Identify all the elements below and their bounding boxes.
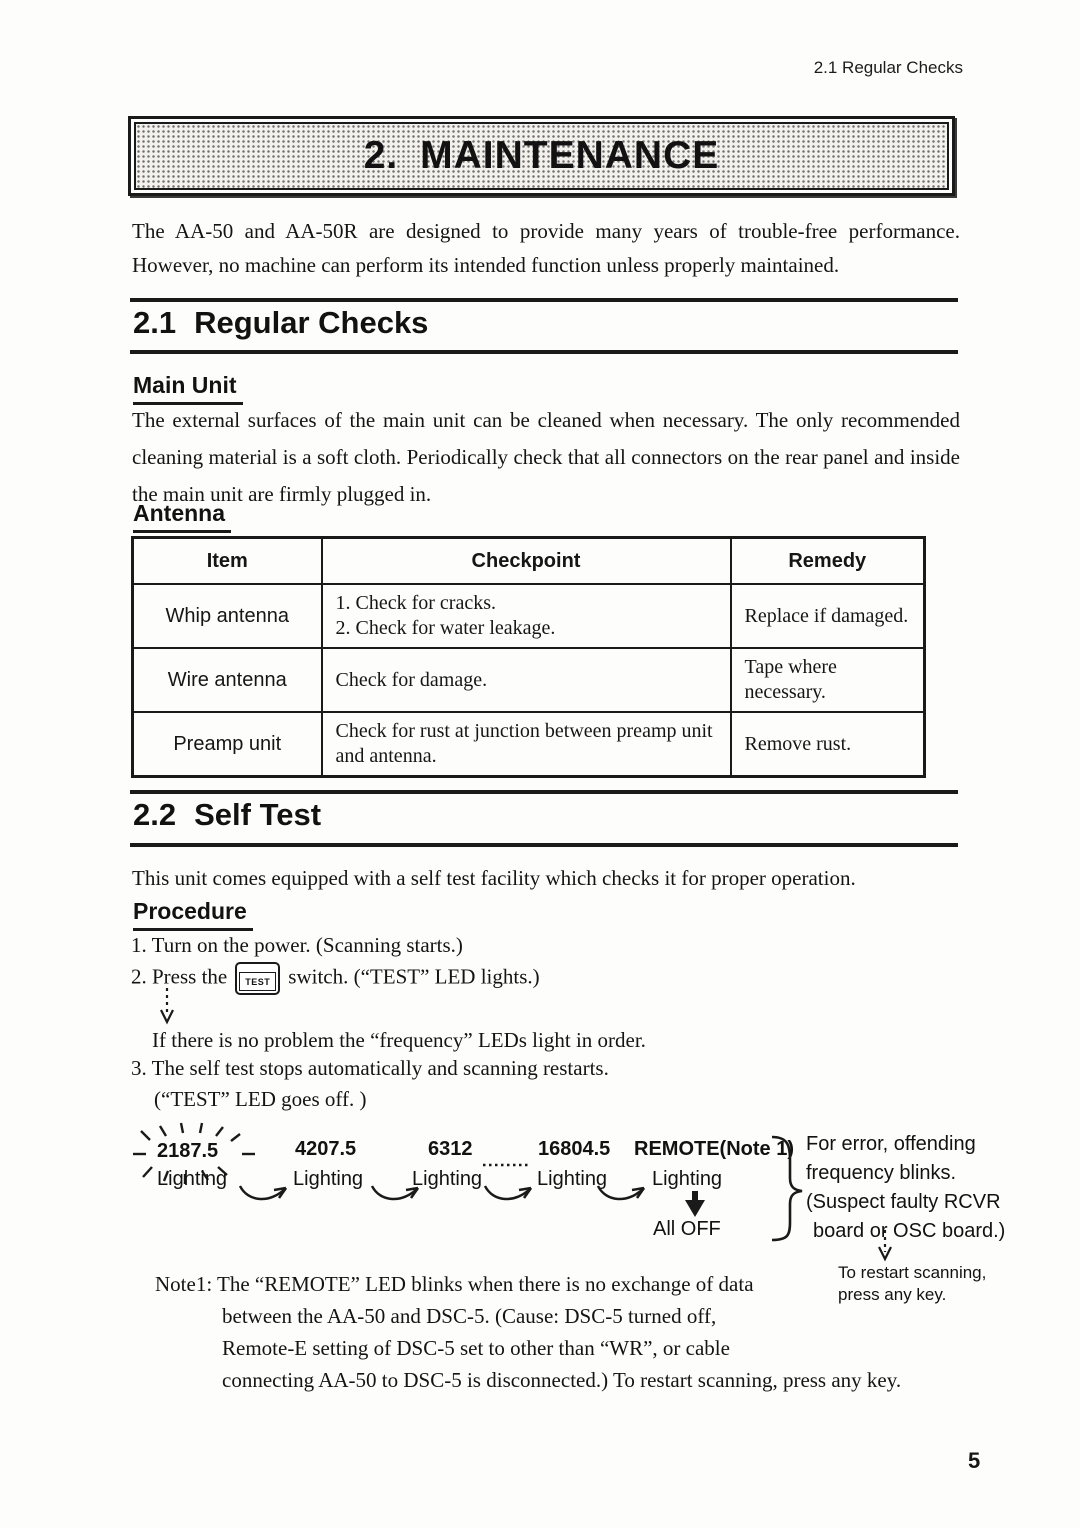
error-note xyxy=(806,1130,1005,1246)
remedy-cell: Replace if damaged. xyxy=(731,584,925,648)
procedure-step-1: 1. Turn on the power. (Scanning starts.) xyxy=(131,933,463,957)
section-title: Self Test xyxy=(194,797,322,832)
note1-label: Note1: xyxy=(155,1272,213,1296)
section-heading-2-2 xyxy=(133,797,321,833)
section-number: 2.1 xyxy=(133,305,177,340)
checkpoint-cell: Check for damage. xyxy=(322,648,731,712)
section-rule xyxy=(130,298,958,302)
lighting-label: Lighting xyxy=(293,1168,364,1190)
item-cell: Preamp unit xyxy=(133,712,322,777)
main-unit-heading: Main Unit xyxy=(133,372,243,405)
curved-arrow-icon xyxy=(483,1178,538,1208)
page-header: 2.1 Regular Checks xyxy=(813,58,963,77)
section-heading-2-1 xyxy=(133,305,428,341)
antenna-check-table-wrap xyxy=(131,536,926,778)
step-2-text: 2. Press the xyxy=(131,964,228,989)
section-number: 2.2 xyxy=(133,797,177,832)
step-2-text: switch. (“TEST” LED lights.) xyxy=(288,964,540,989)
self-test-intro: This unit comes equipped with a self test facility which checks it for proper operation. xyxy=(132,866,856,890)
curved-arrow-icon xyxy=(238,1178,293,1208)
section-rule xyxy=(130,790,958,794)
maintenance-title-fill xyxy=(134,122,949,190)
table-header-checkpoint: Checkpoint xyxy=(322,538,731,585)
note1-line: connecting AA-50 to DSC-5 is disconnected.) To restart scanning, press any key. xyxy=(222,1368,902,1392)
note1-paragraph xyxy=(155,1268,901,1396)
antenna-heading: Antenna xyxy=(133,500,231,533)
error-note-line: (Suspect faulty RCVR xyxy=(806,1191,1001,1213)
note1-line: between the AA-50 and DSC-5. (Cause: DSC-5 turned off, xyxy=(222,1304,717,1328)
lighting-label: Lighting xyxy=(157,1168,228,1190)
brace-icon xyxy=(770,1134,806,1244)
page-number: 5 xyxy=(968,1448,981,1473)
antenna-check-table xyxy=(131,536,926,778)
frequency-label: 16804.5 xyxy=(538,1138,611,1160)
table-header-remedy: Remedy xyxy=(731,538,925,585)
table-row xyxy=(133,712,925,777)
lighting-label: Lighting xyxy=(537,1168,608,1190)
error-note-line: board or OSC board.) xyxy=(813,1220,1006,1242)
frequency-label: REMOTE(Note 1) xyxy=(634,1138,794,1160)
restart-note-line: press any key. xyxy=(838,1285,947,1304)
remedy-cell: Tape where necessary. xyxy=(731,648,925,712)
section-rule xyxy=(130,843,958,847)
no-problem-text: If there is no problem the “frequency” LEDs light in order. xyxy=(152,1028,646,1052)
checkpoint-cell xyxy=(322,584,731,648)
step-3-note: (“TEST” LED goes off. ) xyxy=(154,1087,367,1111)
main-unit-paragraph: The external surfaces of the main unit can be cleaned when necessary. The only recommended cleaning material is a soft cloth. Periodically check that all connectors on the rear panel and inside the main unit are firmly plugged in. xyxy=(132,408,960,506)
dotted-line-icon xyxy=(482,1162,532,1168)
remedy-cell: Remove rust. xyxy=(731,712,925,777)
checkpoint-cell: Check for rust at junction between preamp unit and antenna. xyxy=(322,712,731,777)
curved-arrow-icon xyxy=(370,1178,425,1208)
item-cell: Wire antenna xyxy=(133,648,322,712)
frequency-label: 6312 xyxy=(428,1138,473,1160)
error-note-line: frequency blinks. xyxy=(806,1162,957,1184)
procedure-heading: Procedure xyxy=(133,898,253,931)
table-row xyxy=(133,648,925,712)
test-key-icon: TEST xyxy=(235,962,280,995)
intro-paragraph: The AA-50 and AA-50R are designed to provide many years of trouble-free performance. However, no machine can perform its intended function unless properly maintained. xyxy=(132,219,960,277)
restart-note-line: To restart scanning, xyxy=(838,1263,987,1282)
checkpoint-line: 1. Check for cracks. xyxy=(335,592,496,614)
table-row xyxy=(133,584,925,648)
maintenance-title-box xyxy=(128,116,955,196)
section-rule xyxy=(130,350,958,354)
down-arrow-icon xyxy=(682,1191,708,1219)
curved-arrow-icon xyxy=(596,1178,651,1208)
procedure-step-2 xyxy=(131,962,540,995)
frequency-label: 2187.5 xyxy=(157,1140,219,1162)
dotted-arrow-down-icon xyxy=(876,1230,894,1264)
frequency-label: 4207.5 xyxy=(295,1138,357,1160)
procedure-step-3: 3. The self test stops automatically and scanning restarts. xyxy=(131,1056,609,1080)
error-note-line: For error, offending xyxy=(806,1133,976,1155)
all-off-label: All OFF xyxy=(653,1218,721,1240)
note1-line: Remote-E setting of DSC-5 set to other than “WR”, or cable xyxy=(222,1336,730,1360)
section-title: Regular Checks xyxy=(194,305,429,340)
note1-line: Note1: The “REMOTE” LED blinks when there is no exchange of data xyxy=(155,1272,754,1296)
lighting-label: Lighting xyxy=(412,1168,483,1190)
table-header-row xyxy=(133,538,925,585)
lighting-label: Lighting xyxy=(652,1168,723,1190)
dotted-arrow-down-icon xyxy=(158,988,176,1028)
item-cell: Whip antenna xyxy=(133,584,322,648)
checkpoint-line: 2. Check for water leakage. xyxy=(335,617,556,639)
table-header-item: Item xyxy=(133,538,322,585)
chapter-title: 2. MAINTENANCE xyxy=(363,134,720,177)
